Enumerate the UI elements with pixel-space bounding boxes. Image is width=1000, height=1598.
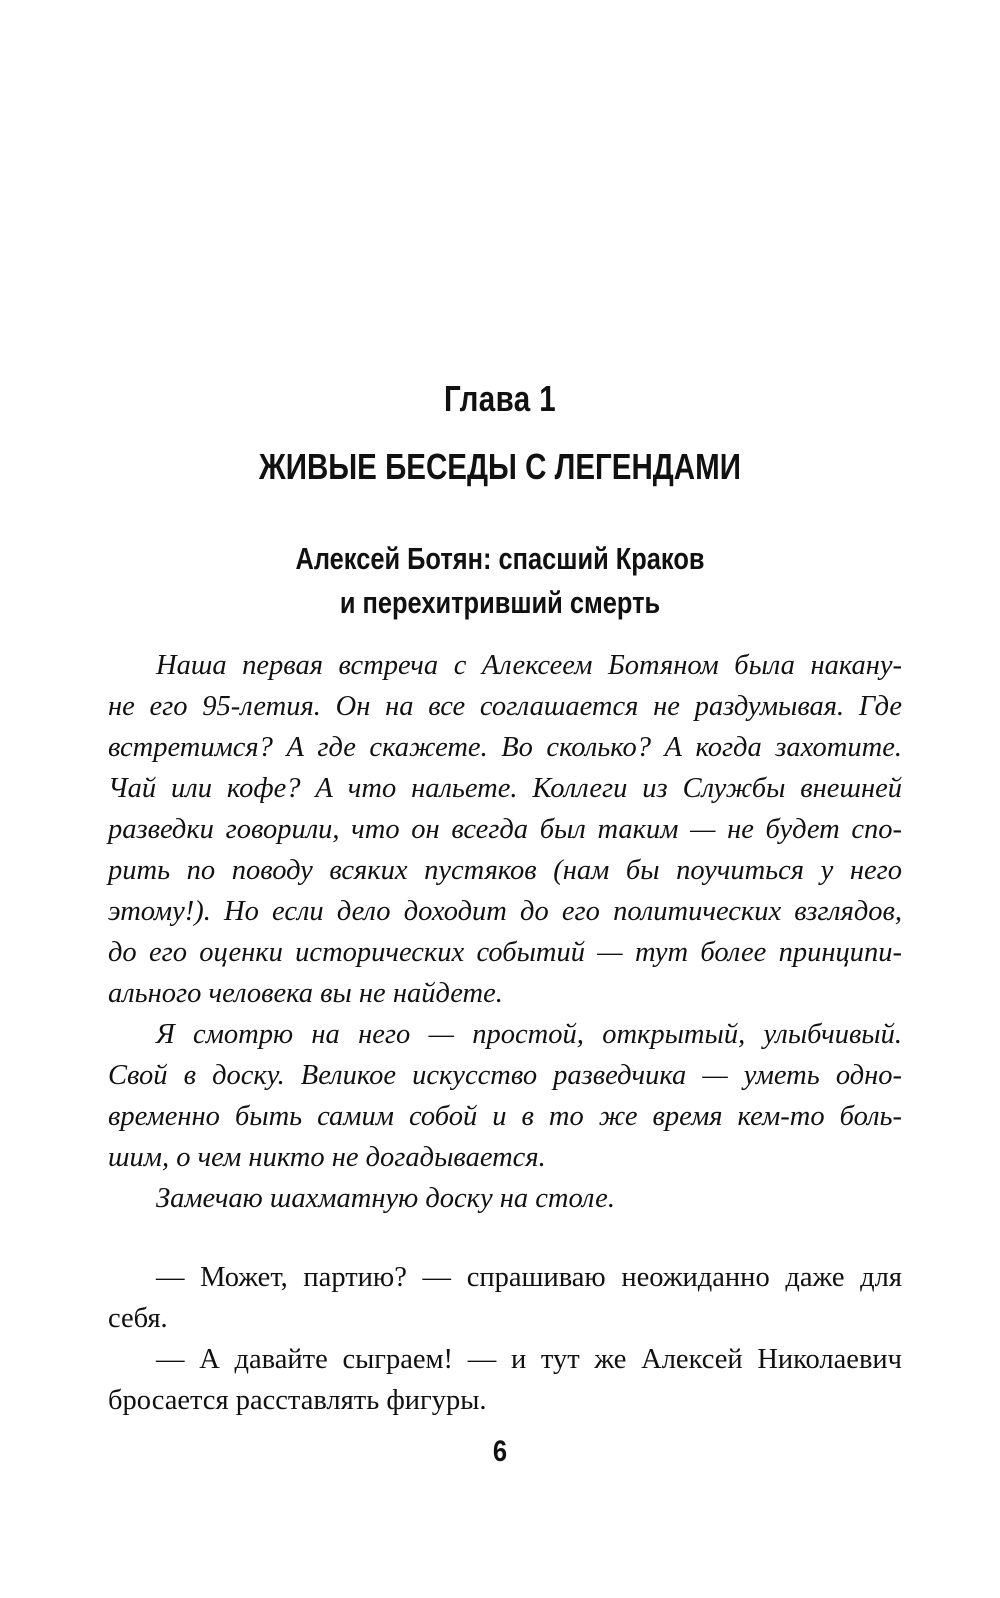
chapter-label: Глава 1 bbox=[443, 378, 557, 419]
text-line: Чай или кофе? А что нальете. Коллеги из Службы внешней bbox=[108, 773, 902, 804]
text-line: — Может, партию? — спрашиваю неожиданно даже для bbox=[156, 1262, 902, 1293]
intro-paragraph-3 bbox=[108, 1178, 902, 1219]
text-line: себя. bbox=[108, 1303, 168, 1334]
dialogue-paragraph-2 bbox=[108, 1339, 902, 1421]
text-line: Свой в доску. Великое искусство разведчика — уметь одно- bbox=[108, 1060, 902, 1091]
page-number: 6 bbox=[492, 1435, 508, 1468]
text-line: разведки говорили, что он всегда был таким — не будет спо- bbox=[108, 814, 902, 845]
text-line: Я смотрю на него — простой, открытый, улыбчивый. bbox=[156, 1019, 902, 1050]
text-line: шим, о чем никто не догадывается. bbox=[108, 1142, 546, 1173]
text-line: Наша первая встреча с Алексеем Ботяном была накану- bbox=[156, 650, 902, 681]
intro-text bbox=[108, 645, 902, 1219]
text-line: до его оценки исторических событий — тут более принципи- bbox=[108, 937, 902, 968]
text-line: этому!). Но если дело доходит до его политических взглядов, bbox=[108, 896, 902, 927]
text-line: не его 95-летия. Он на все соглашается не раздумывая. Где bbox=[108, 691, 902, 722]
dialogue-paragraph-1 bbox=[108, 1257, 902, 1339]
text-line: Замечаю шахматную доску на столе. bbox=[156, 1183, 615, 1214]
section-title-line-1: Алексей Ботян: спасший Краков bbox=[295, 541, 705, 576]
section-title-line-2: и перехитривший смерть bbox=[339, 585, 661, 620]
text-line: временно быть самим собой и в то же время кем-то боль- bbox=[108, 1101, 902, 1132]
section-title bbox=[90, 537, 910, 625]
dialogue-text bbox=[108, 1257, 902, 1421]
intro-paragraph-1 bbox=[108, 645, 902, 1014]
intro-paragraph-2 bbox=[108, 1014, 902, 1178]
text-line: встретимся? А где скажете. Во сколько? А когда захотите. bbox=[108, 732, 902, 763]
text-line: бросается расставлять фигуры. bbox=[108, 1385, 487, 1416]
text-line: ального человека вы не найдете. bbox=[108, 978, 503, 1009]
text-line: — А давайте сыграем! — и тут же Алексей Николаевич bbox=[156, 1344, 902, 1375]
chapter-title: ЖИВЫЕ БЕСЕДЫ С ЛЕГЕНДАМИ bbox=[259, 446, 741, 487]
text-line: рить по поводу всяких пустяков (нам бы поучиться у него bbox=[108, 855, 902, 886]
